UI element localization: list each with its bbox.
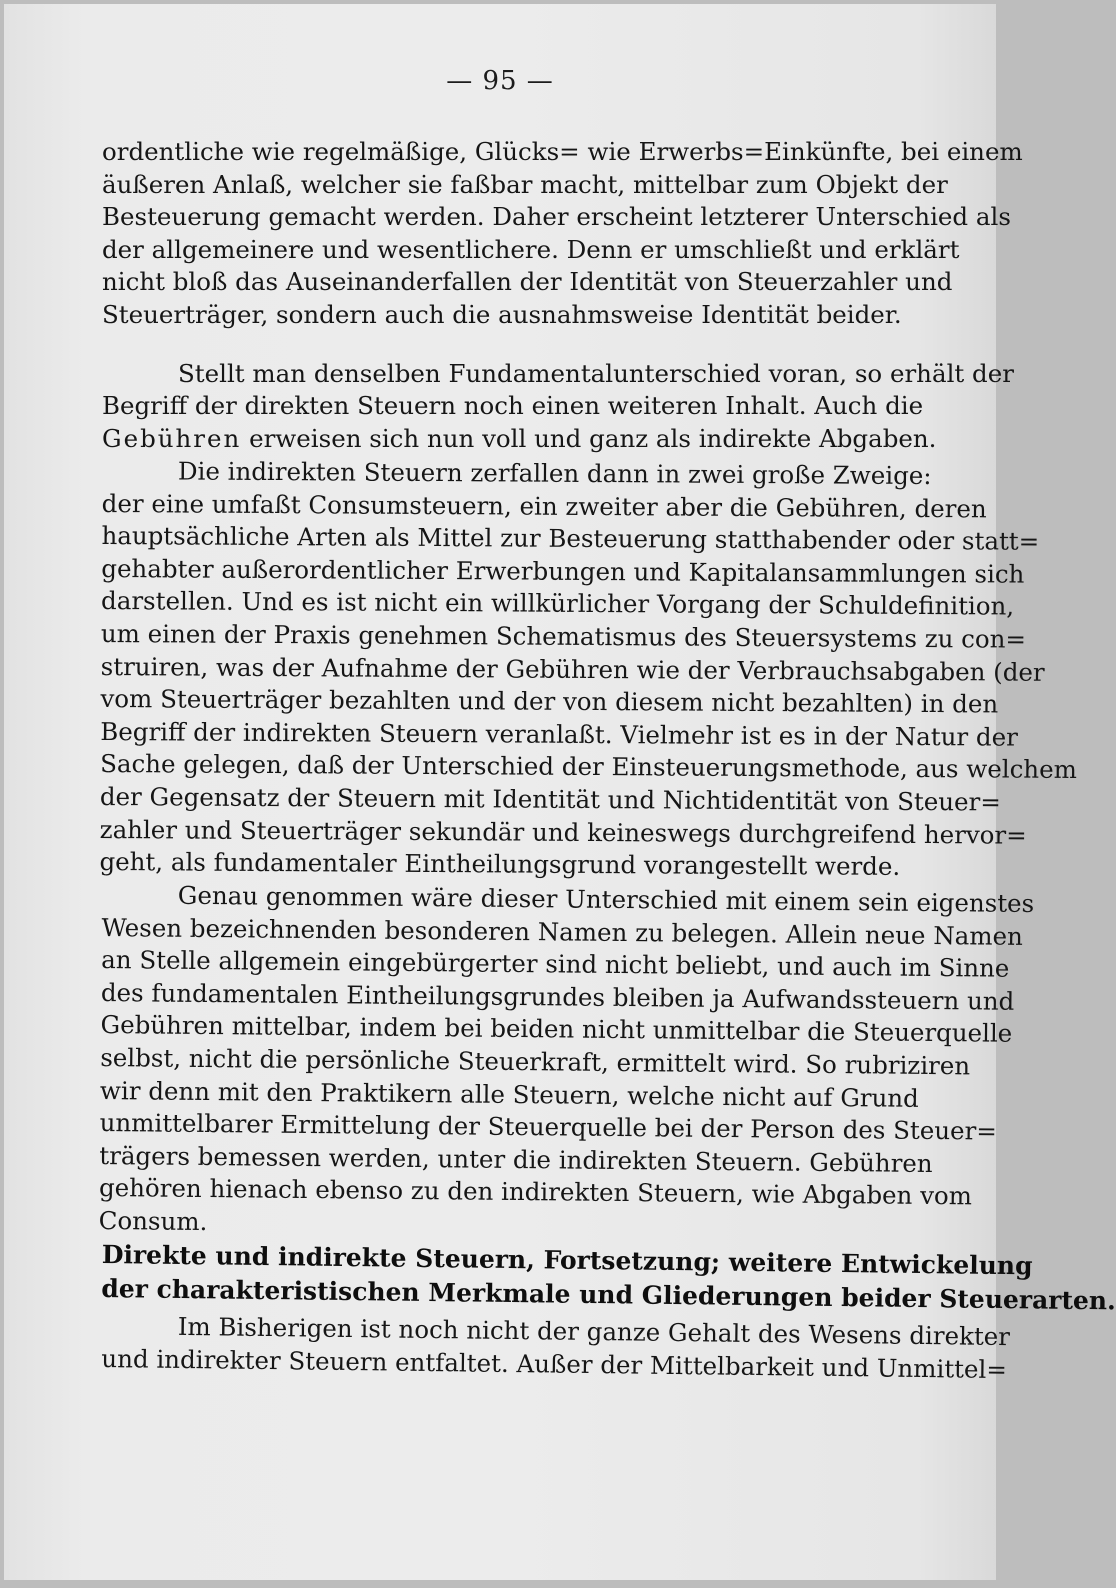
text-line: zahler und Steuerträger sekundär und keineswegs durchgreifend hervor= xyxy=(99,814,1027,850)
text-line: Begriff der indirekten Steuern veranlaßt. Vielmehr ist es in der Natur der xyxy=(100,717,1018,752)
text-line: ordentliche wie regelmäßige, Glücks= wie Erwerbs=Einkünfte, bei einem xyxy=(102,137,1023,166)
section-heading xyxy=(101,1238,1116,1316)
heading-line: der charakteristischen Merkmale und Gliederungen beider Steuerarten. xyxy=(101,1273,1116,1315)
text-line: vom Steuerträger bezahlten und der von diesem nicht bezahlten) in den xyxy=(100,684,999,719)
text-line: und indirekter Steuern entfaltet. Außer der Mittelbarkeit und Unmittel= xyxy=(101,1343,1008,1384)
text-line: der Gegensatz der Steuern mit Identität und Nichtidentität von Steuer= xyxy=(99,782,1001,817)
text-line: gehabter außerordentlicher Erwerbungen und Kapitalansammlungen sich xyxy=(101,554,1025,589)
text-line: Steuerträger, sondern auch die ausnahmsweise Identität beider. xyxy=(102,299,902,329)
text-fragment: erweisen sich nun voll und ganz als indirekte Abgaben. xyxy=(241,423,937,453)
text-line: der allgemeinere und wesentlichere. Denn er umschließt und erklärt xyxy=(102,234,960,264)
text-line: Sache gelegen, daß der Unterschied der Einsteuerungsmethode, aus welchem xyxy=(100,749,1077,785)
paragraph-5 xyxy=(101,1310,1011,1385)
text-line: gehören hienach ebenso zu den indirekten Steuern, wie Abgaben vom xyxy=(98,1173,973,1211)
paragraph-3 xyxy=(99,455,1077,884)
paragraph-2 xyxy=(102,358,1014,456)
page-body xyxy=(98,136,1116,1384)
text-line: darstellen. Und es ist nicht ein willkürlicher Vorgang der Schuldefinition, xyxy=(101,586,1015,622)
text-line: Wesen bezeichnenden besonderen Namen zu belegen. Allein neue Namen xyxy=(101,912,1023,951)
text-line: nicht bloß das Auseinanderfallen der Identität von Steuerzahler und xyxy=(102,267,953,297)
text-line: äußeren Anlaß, welcher sie faßbar macht, mittelbar zum Objekt der xyxy=(102,169,948,199)
text-line: hauptsächliche Arten als Mittel zur Besteuerung statthabender oder statt= xyxy=(101,521,1040,557)
text-line: an Stelle allgemein eingebürgerter sind nicht beliebt, und auch im Sinne xyxy=(101,945,1010,983)
paragraph-4 xyxy=(98,879,1035,1245)
text-line: Die indirekten Steuern zerfallen dann in zwei große Zweige: xyxy=(177,456,932,491)
text-line: um einen der Praxis genehmen Schematismus des Steuersystems zu con= xyxy=(100,619,1027,654)
page-number: — 95 — xyxy=(446,66,554,96)
text-line: unmittelbarer Ermittelung der Steuerquelle bei der Person des Steuer= xyxy=(99,1108,998,1146)
text-line: trägers bemessen werden, unter die indirekten Steuern. Gebühren xyxy=(99,1140,933,1178)
paragraph-1 xyxy=(102,136,1023,332)
emphasized-word: Gebühren xyxy=(102,423,242,453)
text-line: selbst, nicht die persönliche Steuerkraft, ermittelt wird. So rubriziren xyxy=(100,1043,971,1081)
text-line: Besteuerung gemacht werden. Daher erscheint letzterer Unterschied als xyxy=(102,202,1011,232)
text-line: des fundamentalen Eintheilungsgrundes bleiben ja Aufwandssteuern und xyxy=(100,977,1015,1016)
text-line: Begriff der direkten Steuern noch einen weiteren Inhalt. Auch die xyxy=(102,391,924,421)
text-line: Genau genommen wäre dieser Unterschied mit einem sein eigenstes xyxy=(177,880,1035,919)
text-line: wir denn mit den Praktikern alle Steuern, welche nicht auf Grund xyxy=(99,1075,919,1113)
text-line: Stellt man denselben Fundamentalunterschied voran, so erhält der xyxy=(178,358,1014,388)
text-line: Im Bisherigen ist noch nicht der ganze Gehalt des Wesens direkter xyxy=(177,1311,1011,1351)
text-line: der eine umfaßt Consumsteuern, ein zweiter aber die Gebühren, deren xyxy=(101,488,987,524)
text-line xyxy=(102,423,937,456)
book-page xyxy=(4,4,1116,1580)
text-line: Gebühren mittelbar, indem bei beiden nicht unmittelbar die Steuerquelle xyxy=(100,1010,1013,1049)
heading-line: Direkte und indirekte Steuern, Fortsetzung; weitere Entwickelung xyxy=(101,1239,1033,1280)
text-line: geht, als fundamentaler Eintheilungsgrund vorangestellt werde. xyxy=(99,847,901,882)
text-line: Consum. xyxy=(98,1205,208,1237)
text-line: struiren, was der Aufnahme der Gebühren wie der Verbrauchsabgaben (der xyxy=(100,651,1045,687)
